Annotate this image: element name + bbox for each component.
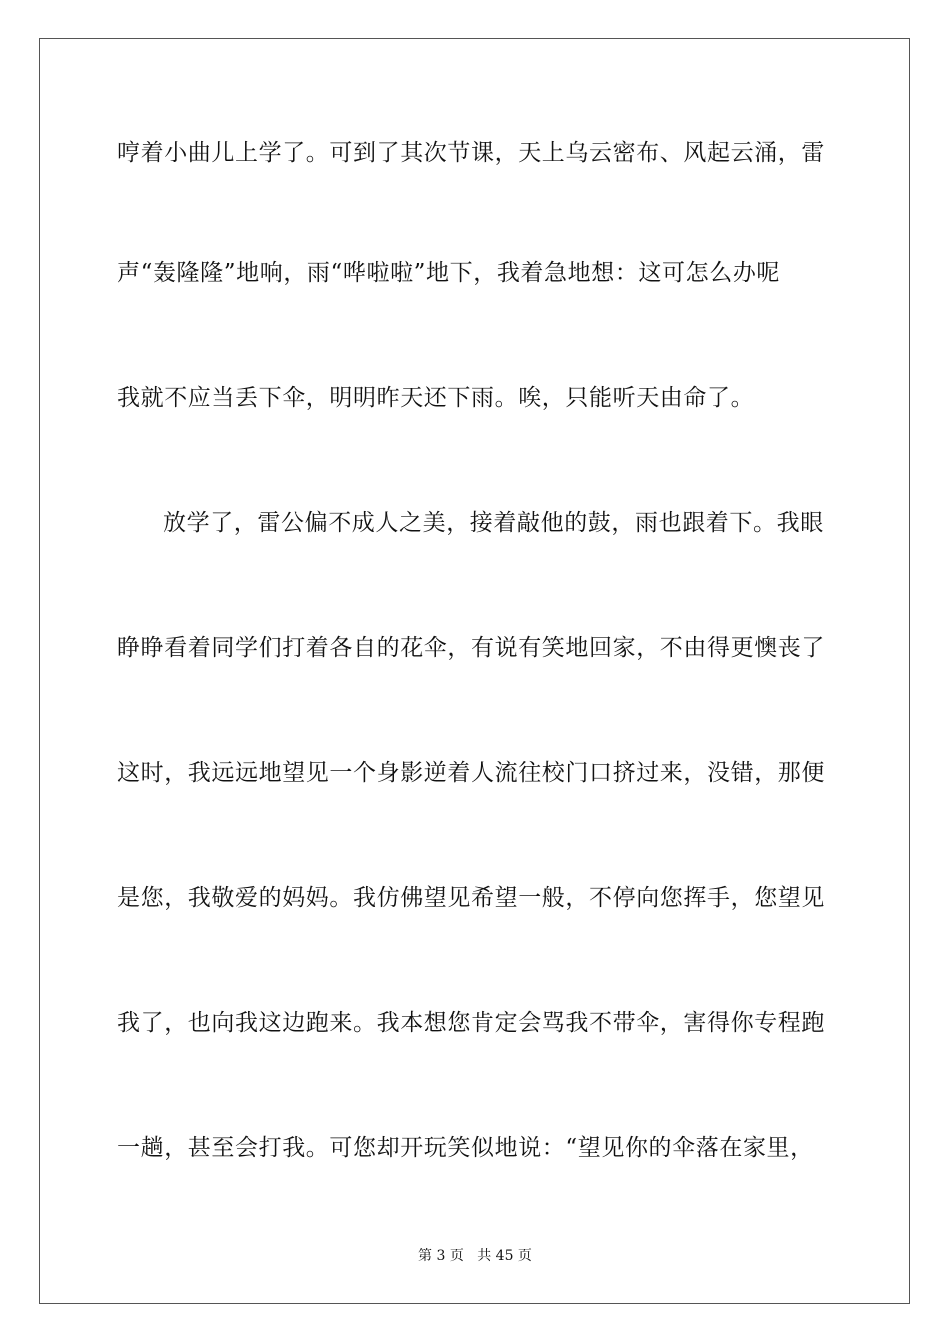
body-line-5: 睁睁看着同学们打着各自的花伞，有说有笑地回家，不由得更懊丧了 [117,635,825,661]
page-number: 第 3 页 [418,1248,464,1264]
page-footer [0,1247,950,1265]
body-line-4-paragraph-start: 放学了，雷公偏不成人之美，接着敲他的鼓，雨也跟着下。我眼 [163,510,824,536]
body-line-7: 是您，我敬爱的妈妈。我仿佛望见希望一般，不停向您挥手，您望见 [117,885,825,911]
page-border [39,38,910,1304]
body-line-3: 我就不应当丢下伞，明明昨天还下雨。唉，只能听天由命了。 [117,385,755,411]
total-pages: 共 45 页 [477,1248,532,1264]
body-line-6: 这时，我远远地望见一个身影逆着人流往校门口挤过来，没错，那便 [117,760,825,786]
body-line-8: 我了，也向我这边跑来。我本想您肯定会骂我不带伞，害得你专程跑 [117,1010,825,1036]
body-line-9: 一趟，甚至会打我。可您却开玩笑似地说：“望见你的伞落在家里， [117,1135,814,1161]
body-line-1: 哼着小曲儿上学了。可到了其次节课，天上乌云密布、风起云涌，雷 [117,140,825,166]
body-line-2: 声“轰隆隆”地响，雨“哗啦啦”地下，我着急地想：这可怎么办呢 [117,260,781,286]
